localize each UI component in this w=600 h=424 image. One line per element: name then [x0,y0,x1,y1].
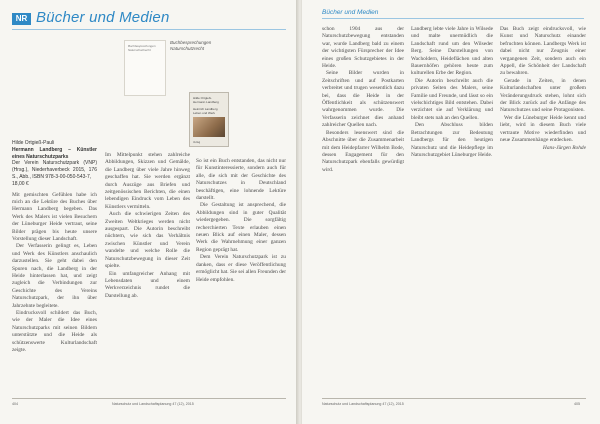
running-header: Bücher und Medien [322,9,379,16]
right-column-1 [322,26,404,386]
cover-caption-line1: Buchbesprechungen [170,40,212,45]
cover-caption [170,40,211,52]
paragraph: Der Verfasserin gelingt es, Leben und Werk des Künstlers anschaulich darzustellen. Sie geht dabei den Spuren nach, die Landberg in der Heide hinterlassen hat, und zeigt zugleich die Verbindungen zur Geschichte des Vereins Naturschutzpark, der ihn über Jahrzehnte begleitete. [12,243,97,309]
section-badge: NR [12,13,31,25]
right-column-3 [500,26,586,386]
review-book-price: 18,00 € [12,180,29,187]
cover-caption-line2: Naturschutzrecht [170,46,205,51]
paragraph: Das Buch zeigt eindrucksvoll, wie Kunst und Naturschutz einander befruchten können. Landbergs Werk ist dabei nicht nur Zeugnis einer vergangenen Zeit, sondern auch ein Appell, die Schönheit der Landschaft zu bewahren. [500,26,586,77]
paragraph: Ein umfangreicher Anhang mit Lebensdaten und einem Werkverzeichnis rundet die Darstellung ab. [105,270,190,299]
paragraph: Die Gestaltung ist ansprechend, die Abbildungen sind in guter Qualität wiedergegeben. Die sorgfältig recherchierten Texte erlauben einen neuen Blick auf einen Maler, dessen Werk die Wahrnehmung einer ganzen Region geprägt hat. [196,202,286,253]
review-meta [12,140,97,188]
section-title: Bücher und Medien [36,9,170,26]
paragraph: Wer die Lüneburger Heide kennt und liebt, wird in diesem Buch viele vertraute Motive wiederfinden und neue Zusammenhänge entdecken. [500,114,586,144]
book-cover [189,92,229,147]
footer-rule [322,398,586,399]
header-rule [322,18,584,19]
paragraph: So ist ein Buch entstanden, das nicht nur für Kunstinteressierte, sondern auch für alle, die sich mit der Geschichte des Naturschutzes in Deutschland beschäftigen, eine lohnende Lektüre darstellt. [196,158,286,202]
page-number-right: 405 [574,402,580,406]
cover-placeholder: Buchbesprechungen Naturschutzrecht [124,40,166,96]
paragraph: Den Abschluss bilden Betrachtungen zur Bedeutung Landbergs für den heutigen Naturschutz und die Heidepflege im Naturschutzgebiet Lüneburger Heide. [411,122,493,158]
page-number-left: 404 [12,402,18,406]
right-page [302,0,600,424]
paragraph: Dem Verein Naturschutzpark ist zu danken, dass er diese Veröffentlichung ermöglicht hat. Sie sei allen Freunden der Heide empfohlen. [196,254,286,283]
paragraph: Die Autorin beschreibt auch die privaten Seiten des Malers, seine Familie und Freunde, und lässt so ein vielschichtiges Bild entstehen. Dabei verzichtet sie auf Verklärung und bleibt stets nah an den Quellen. [411,77,493,121]
review-book-details: Der Verein Naturschutzpark (VNP) (Hrsg.), Niederhaverbeck 2015, 176 S., Abb., ISBN 978-3-00-050-543-7, [12,160,97,180]
paragraph: schon 1904 aus der Naturschutzbewegung entstanden war, wurde Landberg bald zu einem der wichtigsten Fürsprecher der Idee eines großen Schutzgebietes in der Heide. [322,26,404,70]
review-signature: Hans-Jürgen Rohde [542,144,586,151]
paragraph: Im Mittelpunkt stehen zahlreiche Abbildungen, Skizzen und Gemälde, die Landberg über viele Jahre hinweg geschaffen hat. Sie werden ergänzt durch Auszüge aus Briefen und zeitgenössischen Berichten, die einen lebendigen Eindruck vom Leben des Künstlers vermitteln. [105,152,190,210]
review-book-title: Hermann Landberg – Künstler eines Naturschutzparks [12,146,97,160]
paragraph: Mit gemischten Gefühlen habe ich mich an die Lektüre des Buches über Hermann Landberg begeben. Das Werk des Malers ist vielen Besuchern der Lüneburger Heide vertraut, seine Bilder prägen bis heute unsere Vorstellung dieser Landschaft. [12,191,97,243]
book-subtitle: Leben und Werk [193,111,215,115]
book-title: Heinrich Landberg [193,107,218,111]
paragraph: Eindrucksvoll schildert das Buch, wie der Maler die Idee eines Naturschutzparks mit seinen Bildern unterstützte und die Heide als schützenswerte Kulturlandschaft zeigte. [12,310,97,354]
left-column-3 [196,158,286,386]
left-column-1 [12,140,97,386]
paragraph: Landberg lebte viele Jahre in Wilsede und malte unermüdlich die Landschaft rund um den Wilseder Berg. Seine Darstellungen von Wacholdern, Heideflächen und alten Bauernhöfen gehören heute zum kulturellen Erbe der Region. [411,26,493,77]
footer-right: Naturschutz und Landschaftsplanung 47 (12), 2015 [322,402,404,406]
book-photo [193,117,225,137]
book-publisher: Verlag [193,141,201,144]
left-page [0,0,298,424]
header-rule [12,29,286,30]
footer-left: Naturschutz und Landschaftsplanung 47 (12), 2015 [112,402,194,406]
book-author: Hilde Ortgieß- [193,96,212,100]
paragraph: Gerade in Zeiten, in denen Kulturlandschaften unter großem Veränderungsdruck stehen, lohnt sich der Blick zurück auf die Anfänge des Naturschutzes und seine Protagonisten. [500,77,586,114]
paragraph: Seine Bilder wurden in Zeitschriften und auf Postkarten verbreitet und trugen wesentlich dazu bei, dass die Heide in der Öffentlichkeit als schützenswert wahrgenommen wurde. Die Verfasserin zeichnet dies anhand zahlreicher Quellen nach. [322,70,404,129]
left-column-2 [105,152,190,386]
paragraph: Besonders lesenswert sind die Abschnitte über die Zusammenarbeit mit dem Heidepfarrer Wilhelm Bode, dessen Engagement für den Naturschutzpark ebenfalls gewürdigt wird. [322,129,404,173]
paragraph: Auch die schwierigen Zeiten des Zweiten Weltkrieges werden nicht ausgespart. Die Autorin beschreibt nüchtern, wie sich das Verhältnis zwischen Künstler und Verein wandelte und welche Rolle die Naturschutzbewegung in dieser Zeit spielte. [105,211,190,270]
footer-rule [12,398,286,399]
right-column-2 [411,26,493,386]
book-author-2: Hermann Landberg [193,100,219,104]
reviewer: Hilde Ortgieß-Pauli [12,140,55,146]
